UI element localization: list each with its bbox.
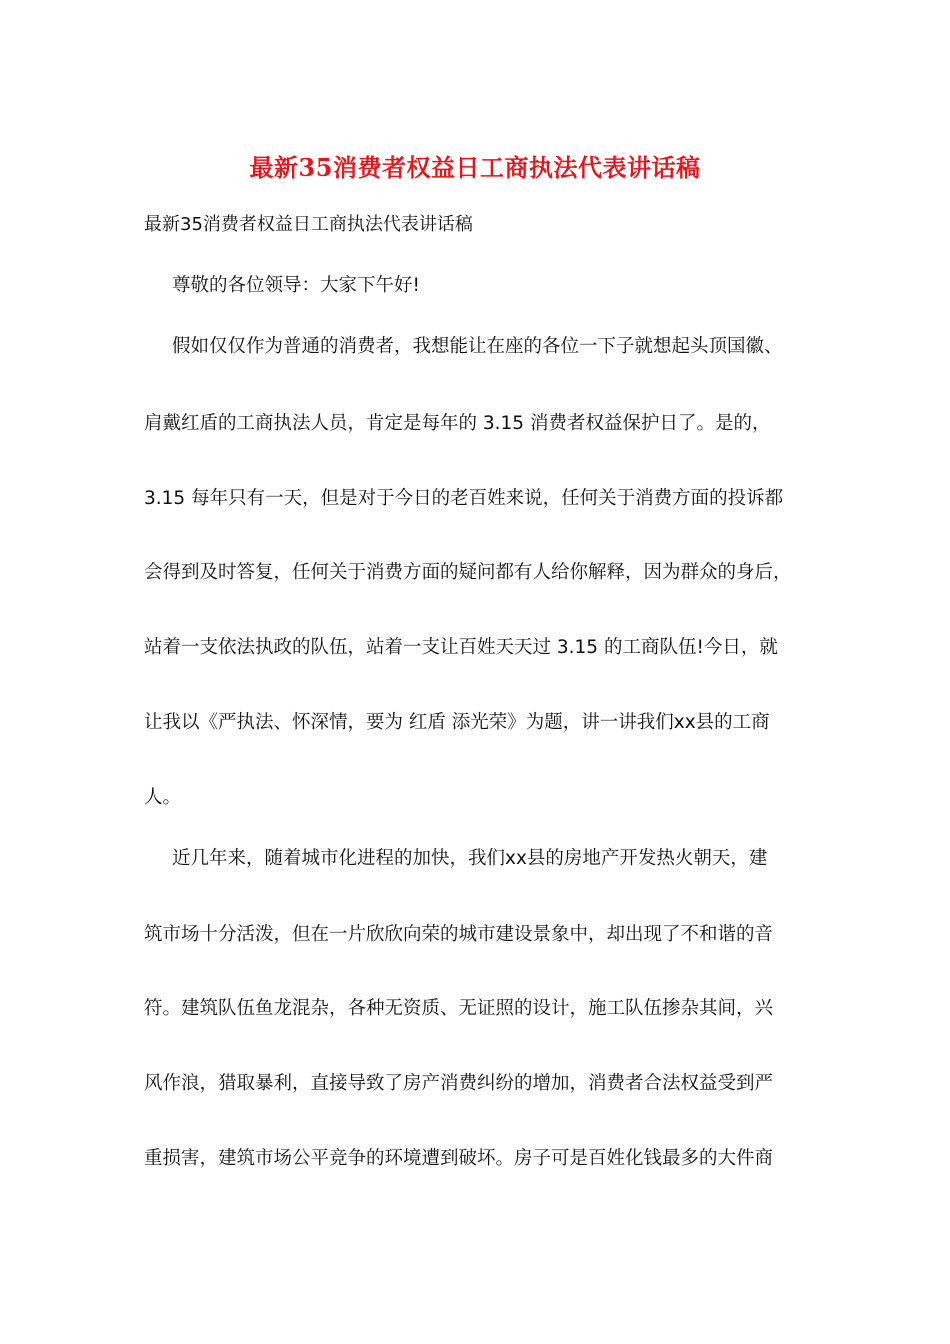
paragraph-line: 符。建筑队伍鱼龙混杂，各种无资质、无证照的设计，施工队伍掺杂其间，兴 [144,998,774,1019]
paragraph-line: 站着一支依法执政的队伍，站着一支让百姓天天过 3.15 的工商队伍!今日，就 [144,637,778,658]
document-subtitle: 最新35消费者权益日工商执法代表讲话稿 [144,214,473,235]
document-title: 最新35消费者权益日工商执法代表讲话稿 [249,153,701,182]
paragraph-line: 会得到及时答复，任何关于消费方面的疑问都有人给你解释，因为群众的身后， [144,562,792,583]
greeting-line: 尊敬的各位领导：大家下午好! [172,275,420,296]
paragraph-line: 近几年来，随着城市化进程的加快，我们xx县的房地产开发热火朝天，建 [172,848,768,869]
paragraph-line: 筑市场十分活泼，但在一片欣欣向荣的城市建设景象中，却出现了不和谐的音 [144,924,774,945]
paragraph-line: 风作浪，猎取暴利，直接导致了房产消费纠纷的增加，消费者合法权益受到严 [144,1073,774,1094]
paragraph-line: 假如仅仅作为普通的消费者，我想能让在座的各位一下子就想起头顶国徽、 [172,336,783,357]
paragraph-line: 肩戴红盾的工商执法人员，肯定是每年的 3.15 消费者权益保护日了。是的， [144,413,771,434]
paragraph-line: 人。 [144,787,182,808]
paragraph-line: 3.15 每年只有一天，但是对于今日的老百姓来说，任何关于消费方面的投诉都 [144,488,784,509]
paragraph-line: 让我以《严执法、怀深情，要为 红盾 添光荣》为题，讲一讲我们xx县的工商 [144,712,770,733]
paragraph-line: 重损害，建筑市场公平竞争的环境遭到破坏。房子可是百姓化钱最多的大件商 [144,1148,774,1169]
